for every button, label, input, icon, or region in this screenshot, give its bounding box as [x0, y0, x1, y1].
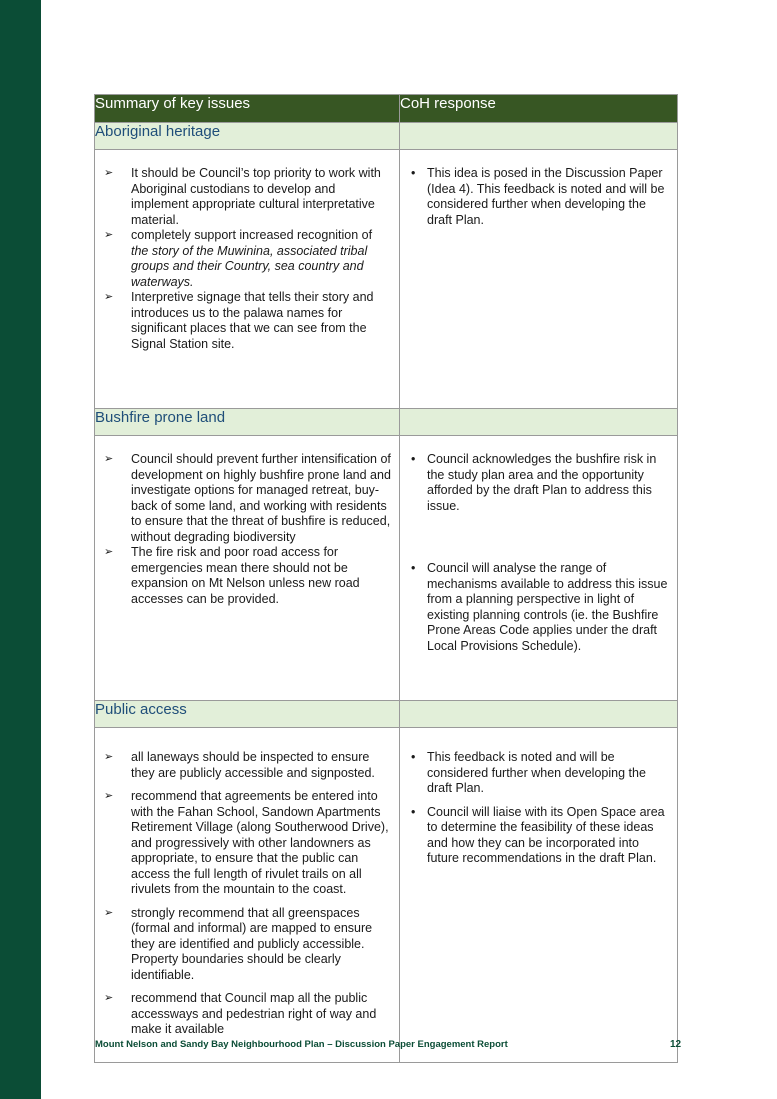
section-body-row: [95, 728, 678, 1063]
arrow-bullet-icon: ➢: [104, 453, 114, 465]
issue-item: ➢ It should be Council’s top priority to work with Aboriginal custodians to develop and implement appropriate cultural interpretative material.: [104, 166, 381, 227]
responses-cell: [400, 728, 678, 1063]
table-header-row: [95, 95, 678, 123]
response-item: • Council will analyse the range of mechanisms available to address this issue from a planning perspective in light of existing planning controls (ie. the Bushfire Prone Areas Code applies under the draft Local Provisions Schedule).: [411, 561, 668, 653]
section-empty-cell: [400, 409, 678, 436]
section-body-row: [95, 436, 678, 701]
arrow-bullet-icon: ➢: [104, 291, 114, 303]
dot-bullet-icon: •: [411, 561, 416, 575]
issue-item: ➢ completely support increased recognition of the story of the Muwinina, associated tribal groups and their Country, sea country and waterways.: [104, 228, 373, 289]
section-title: Public access: [95, 701, 400, 728]
section-body-row: [95, 150, 678, 409]
section-row-bushfire-prone-land: [95, 409, 678, 436]
response-item: • Council will liaise with its Open Space area to determine the feasibility of these ideas and how they can be incorporated into future recommendations in the draft Plan.: [411, 804, 665, 865]
header-summary: Summary of key issues: [95, 95, 400, 123]
issues-cell: [95, 150, 400, 409]
issues-cell: [95, 436, 400, 701]
arrow-bullet-icon: ➢: [104, 167, 114, 179]
responses-cell: [400, 150, 678, 409]
issue-italic-text: the story of the Muwinina, associated tribal groups and their Country, sea country and waterways.: [131, 243, 368, 289]
issues-cell: [95, 728, 400, 1063]
section-empty-cell: [400, 701, 678, 728]
arrow-bullet-icon: ➢: [104, 790, 114, 802]
dot-bullet-icon: •: [411, 804, 416, 819]
dot-bullet-icon: •: [411, 452, 416, 466]
issue-item: ➢ Interpretive signage that tells their story and introduces us to the palawa names for significant places that we can see from the Signal Station site.: [104, 290, 374, 351]
issue-item: ➢ strongly recommend that all greenspaces (formal and informal) are mapped to ensure they are identified and publicly accessible. Property boundaries should be clearly identifiable.: [104, 905, 373, 982]
dot-bullet-icon: •: [411, 750, 416, 764]
section-row-aboriginal-heritage: [95, 123, 678, 150]
issue-item: ➢ The fire risk and poor road access for emergencies mean there should not be expansion on Mt Nelson unless new road accesses can be provided.: [104, 545, 360, 606]
response-item: • This feedback is noted and will be considered further when developing the draft Plan.: [411, 750, 646, 795]
side-accent-bar: [0, 0, 41, 1099]
issue-item: ➢ all laneways should be inspected to ensure they are publicly accessible and signposted.: [104, 750, 375, 780]
arrow-bullet-icon: ➢: [104, 751, 114, 763]
arrow-bullet-icon: ➢: [104, 546, 114, 558]
response-item: • This idea is posed in the Discussion Paper (Idea 4). This feedback is noted and will be considered further when developing the draft Plan.: [411, 166, 665, 227]
arrow-bullet-icon: ➢: [104, 906, 114, 919]
dot-bullet-icon: •: [411, 166, 416, 180]
responses-cell: [400, 436, 678, 701]
response-item: • Council acknowledges the bushfire risk in the study plan area and the opportunity afforded by the draft Plan to address this issue.: [411, 452, 657, 513]
header-response: CoH response: [400, 95, 678, 123]
issue-item: ➢ Council should prevent further intensification of development on highly bushfire prone land and investigate options for managed retreat, buy-back of some land, and working with residents to ensure that the threat of bushfire is reduced, without degrading biodiversity: [104, 452, 391, 544]
section-title: Bushfire prone land: [95, 409, 400, 436]
arrow-bullet-icon: ➢: [104, 229, 114, 241]
section-title: Aboriginal heritage: [95, 123, 400, 150]
issues-table: [94, 94, 678, 1063]
issue-item: ➢ recommend that agreements be entered into with the Fahan School, Sandown Apartments Retirement Village (along Southerwood Drive), and progressively with other landowners as appropriate, to ensure that the public can access the full length of rivulet trails on all rivulets from the mountain to the coast.: [104, 789, 389, 896]
footer-page-number: 12: [670, 1039, 682, 1050]
section-empty-cell: [400, 123, 678, 150]
section-row-public-access: [95, 701, 678, 728]
issue-item: ➢ recommend that Council map all the public accessways and pedestrian right of way and make it available: [104, 991, 377, 1036]
footer-report-title: Mount Nelson and Sandy Bay Neighbourhood Plan – Discussion Paper Engagement Report: [95, 1039, 508, 1050]
arrow-bullet-icon: ➢: [104, 992, 114, 1004]
